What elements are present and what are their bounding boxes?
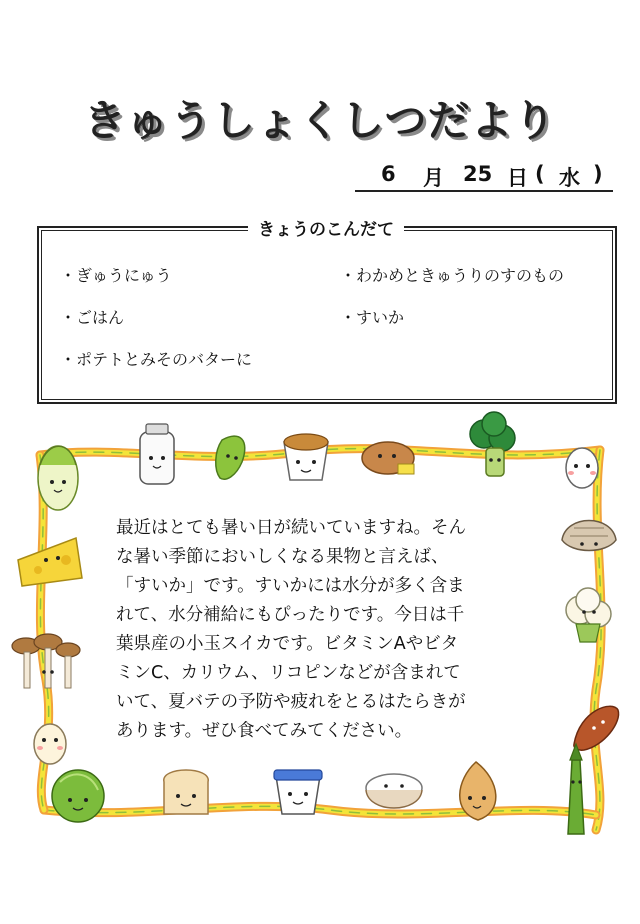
broccoli-icon	[470, 412, 515, 476]
date-line	[355, 160, 613, 192]
sausage-icon	[574, 706, 619, 750]
milk-bottle-icon	[140, 424, 174, 484]
toast-icon	[164, 770, 208, 814]
message-line: 「すいか」です。すいかには水分が多く含ま	[116, 576, 465, 596]
okra-icon	[216, 436, 245, 479]
asparagus-icon	[568, 744, 584, 834]
date-day: 25	[463, 162, 493, 186]
onion-icon	[460, 762, 496, 820]
date-close-paren: )	[593, 162, 603, 186]
bread-roll-icon	[362, 442, 414, 474]
quail-egg-icon	[34, 724, 66, 764]
message-line: れて、水分補給にもぴったりです。今日は千	[116, 605, 465, 625]
message-line: な暑い季節においしくなる果物と言えば、	[116, 547, 449, 567]
message-line: いて、夏バテの予防や疲れをとるはたらきが	[116, 692, 466, 712]
cabbage-icon	[52, 770, 104, 822]
date-month-unit: 月	[423, 166, 444, 190]
menu-item: ・ごはん	[60, 308, 125, 327]
message-line: 葉県産の小玉スイカです。ビタミンAやビタ	[116, 634, 459, 654]
natto-icon	[284, 434, 328, 480]
date-open-paren: (	[535, 162, 545, 186]
chinese-cabbage-icon	[38, 446, 78, 510]
message-line: ミンC、カリウム、リコピンなどが含まれて	[116, 663, 461, 683]
egg-icon	[566, 448, 598, 488]
date-weekday: 水	[559, 166, 580, 190]
menu-label: きょうのこんだて	[248, 215, 404, 240]
message-line: あります。ぜひ食べてみてください。	[116, 721, 413, 741]
clam-icon	[562, 521, 616, 551]
menu-item: ・すいか	[340, 308, 405, 327]
menu-item: ・ぎゅうにゅう	[60, 266, 172, 285]
mushroom-icon	[12, 634, 80, 688]
date-month: 6	[381, 162, 396, 186]
yogurt-icon	[274, 770, 322, 814]
message-body	[116, 514, 526, 746]
date-day-unit: 日	[507, 166, 528, 190]
menu-item: ・ポテトとみそのバターに	[60, 350, 253, 369]
page-title: きゅうしょくしつだより	[83, 96, 557, 145]
menu-item: ・わかめときゅうりのすのもの	[340, 266, 565, 285]
message-line: 最近はとても暑い日が続いていますね。そん	[116, 518, 466, 538]
cheese-icon	[18, 538, 82, 586]
rice-bowl-icon	[366, 774, 422, 808]
